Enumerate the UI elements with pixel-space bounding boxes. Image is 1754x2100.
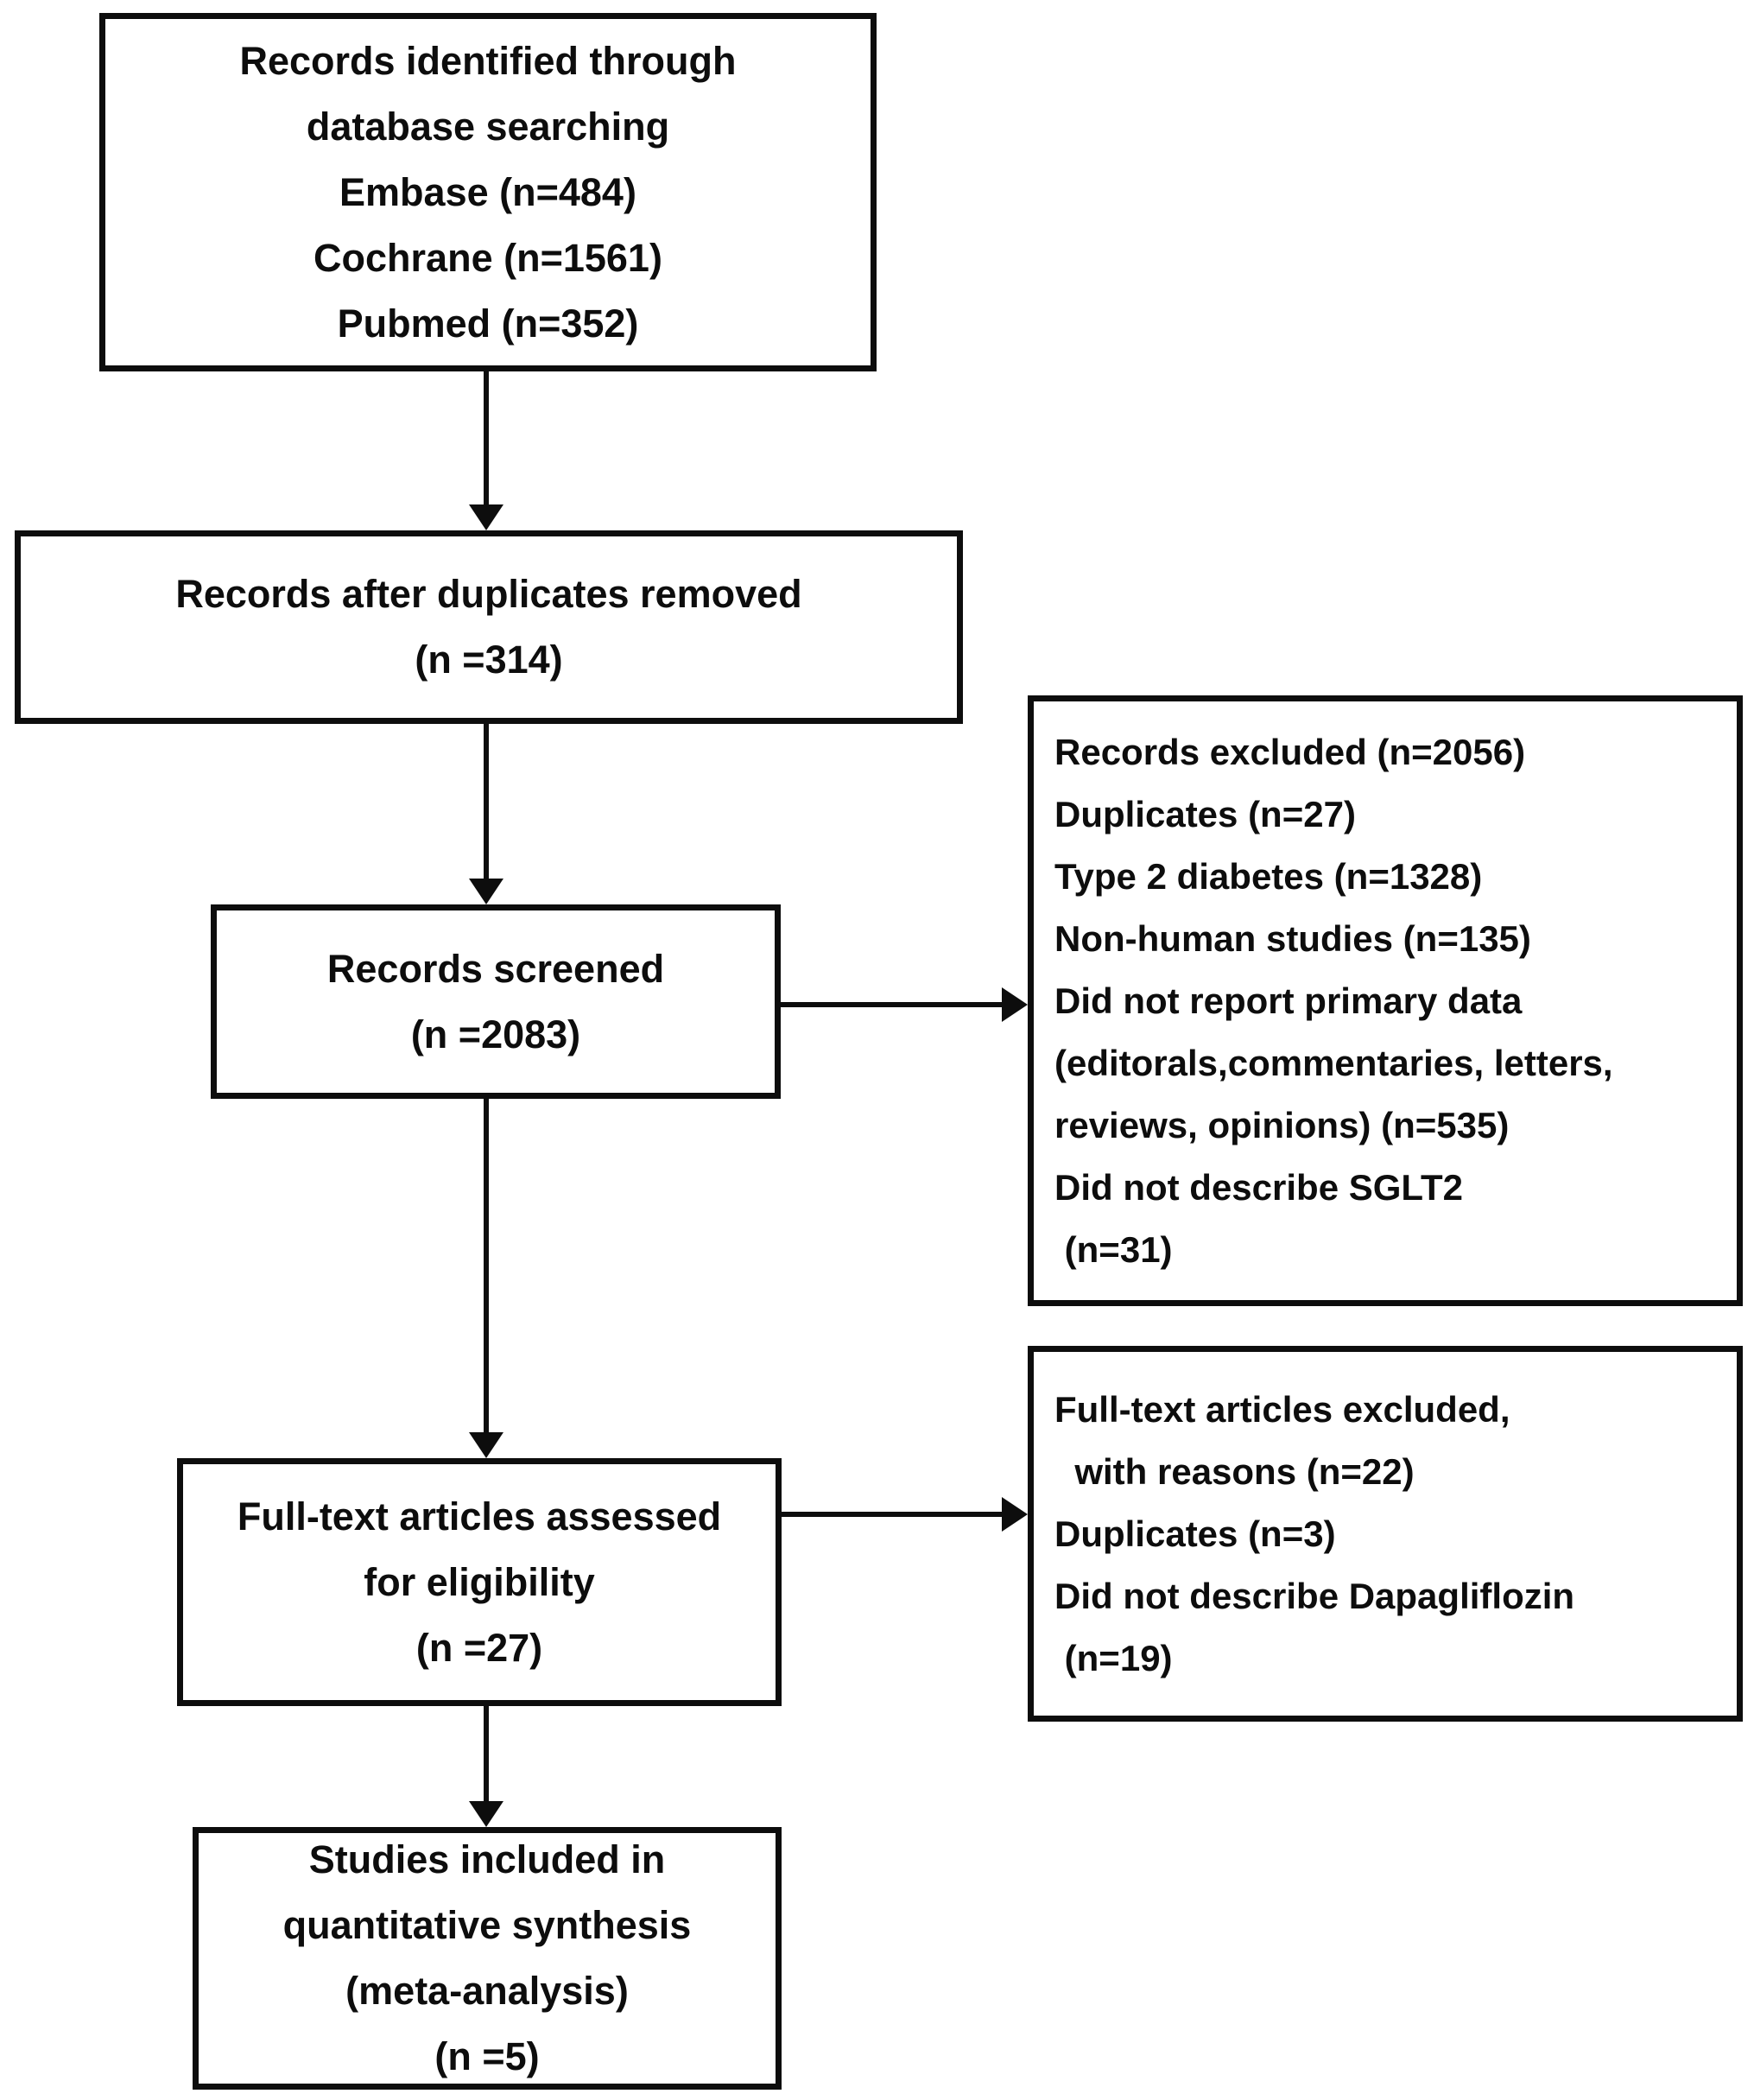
arrow-fulltext-to-included-line <box>484 1706 489 1801</box>
text-line: Non-human studies (n=135) <box>1054 917 1531 959</box>
text-line: (n =27) <box>415 1625 543 1670</box>
box-records-identified <box>99 13 877 371</box>
text-line: (meta-analysis) <box>345 1969 629 2013</box>
text-line: Records after duplicates removed <box>175 572 802 616</box>
text-line: Embase (n=484) <box>339 169 636 214</box>
box-records-screened <box>211 904 781 1099</box>
text-line: Duplicates (n=3) <box>1054 1513 1336 1554</box>
text-line: (n=19) <box>1054 1637 1173 1678</box>
box-fulltext-assessed-text <box>183 1484 776 1681</box>
text-line: Full-text articles assessed <box>237 1494 722 1539</box>
text-line: for eligibility <box>364 1559 595 1604</box>
arrow-down-icon <box>469 1801 503 1827</box>
text-line: reviews, opinions) (n=535) <box>1054 1104 1510 1145</box>
arrow-down-icon <box>469 879 503 904</box>
text-line: Pubmed (n=352) <box>337 301 639 346</box>
box-fulltext-excluded <box>1028 1346 1743 1722</box>
text-line: Records identified through <box>239 38 737 83</box>
box-records-excluded-text <box>1054 721 1730 1281</box>
box-records-screened-text <box>217 936 775 1068</box>
arrow-identified-to-dedup-line <box>484 371 489 504</box>
text-line: Studies included in <box>308 1837 666 1881</box>
text-line: Full-text articles excluded, <box>1054 1388 1510 1430</box>
text-line: quantitative synthesis <box>282 1903 692 1947</box>
box-fulltext-excluded-text <box>1054 1379 1730 1690</box>
text-line: Records screened <box>326 946 665 991</box>
box-duplicates-removed <box>15 530 963 724</box>
arrow-screened-to-fulltext-line <box>484 1099 489 1432</box>
text-line: (n =314) <box>415 638 563 682</box>
text-line: database searching <box>306 104 670 149</box>
text-line: Type 2 diabetes (n=1328) <box>1054 855 1483 897</box>
text-line: (editorals,commentaries, letters, <box>1054 1042 1613 1083</box>
arrow-screened-to-excluded-line <box>781 1002 1002 1007</box>
arrow-down-icon <box>469 504 503 530</box>
arrow-down-icon <box>469 1432 503 1458</box>
text-line: (n=31) <box>1054 1228 1173 1270</box>
arrow-right-icon <box>1002 1497 1028 1532</box>
text-line: Did not describe SGLT2 <box>1054 1166 1463 1208</box>
text-line: Did not describe Dapagliflozin <box>1054 1575 1575 1616</box>
box-studies-included <box>193 1827 782 2090</box>
box-records-excluded <box>1028 695 1743 1306</box>
text-line: Records excluded (n=2056) <box>1054 731 1526 772</box>
box-records-identified-text <box>105 29 871 357</box>
text-line: with reasons (n=22) <box>1054 1450 1415 1492</box>
text-line: (n =5) <box>434 2034 540 2078</box>
text-line: Duplicates (n=27) <box>1054 793 1356 834</box>
box-studies-included-text <box>199 1827 776 2090</box>
box-fulltext-assessed <box>177 1458 782 1706</box>
text-line: Did not report primary data <box>1054 980 1523 1021</box>
text-line: (n =2083) <box>410 1012 581 1056</box>
arrow-right-icon <box>1002 987 1028 1022</box>
arrow-dedup-to-screened-line <box>484 724 489 879</box>
arrow-fulltext-to-excluded-line <box>782 1512 1002 1517</box>
box-duplicates-removed-text <box>21 561 957 693</box>
text-line: Cochrane (n=1561) <box>313 235 662 280</box>
